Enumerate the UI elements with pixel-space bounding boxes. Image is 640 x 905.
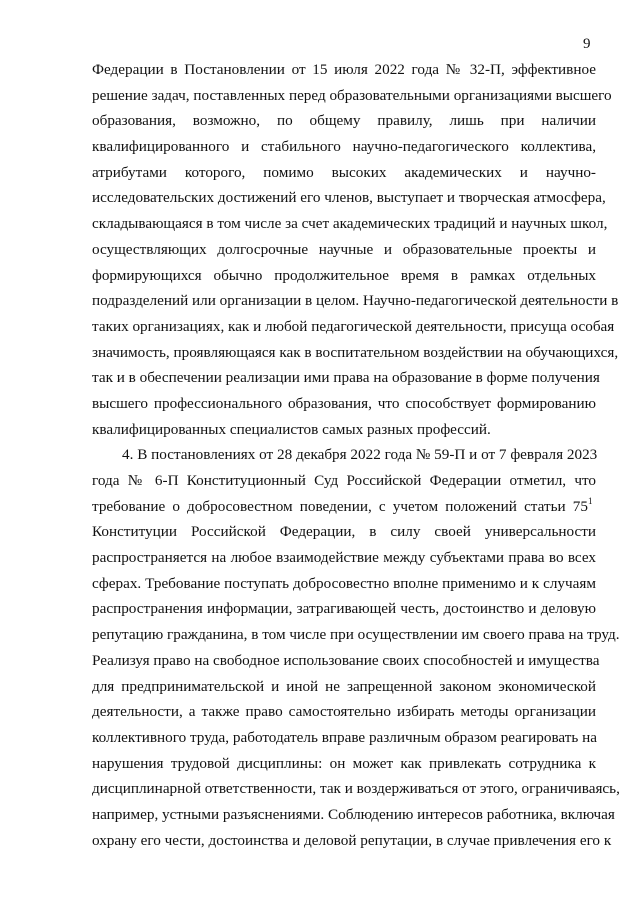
paragraph-start-line: 4. В постановлениях от 28 декабря 2022 года № 59-П и от 7 февраля 2023 — [122, 446, 598, 464]
text-line: охрану его чести, достоинства и деловой репутации, в случае привлечения его к — [92, 831, 612, 849]
text-line: сферах. Требование поступать добросовестно вполне применимо и к случаям — [92, 574, 596, 592]
text-line: атрибутами которого, помимо высоких академических и научно- — [92, 163, 596, 181]
text-line: Реализуя право на свободное использование своих способностей и имущества — [92, 651, 600, 669]
text-line: таких организациях, как и любой педагогической деятельности, присуща особая — [92, 317, 615, 335]
text-line: складывающаяся в том числе за счет академических традиций и научных школ, — [92, 215, 608, 233]
text-line: дисциплинарной ответственности, так и воздерживаться от этого, ограничиваясь, — [92, 780, 620, 798]
text-line: распространяется на любое взаимодействие между субъектами права во всех — [92, 549, 596, 567]
text-line: так и в обеспечении реализации ими права на образование в форме получения — [92, 369, 600, 387]
text-line: высшего профессионального образования, что способствует формированию — [92, 394, 596, 412]
text-line: деятельности, а также право самостоятельно избирать методы организации — [92, 703, 596, 721]
text-line: квалифицированного и стабильного научно-педагогического коллектива, — [92, 138, 596, 156]
text-line: репутацию гражданина, в том числе при осуществлении им своего права на труд. — [92, 626, 620, 644]
text-line: например, устными разъяснениями. Соблюдению интересов работника, включая — [92, 805, 615, 823]
text-line: подразделений или организации в целом. Научно-педагогической деятельности в — [92, 292, 619, 310]
text-line: для предпринимательской и иной не запрещенной законом экономической — [92, 677, 596, 695]
text-line: Федерации в Постановлении от 15 июля 2022 года № 32-П, эффективное — [92, 61, 596, 78]
document-body — [92, 57, 620, 853]
page-number: 9 — [583, 36, 591, 52]
text-line: распространения информации, затрагивающей честь, достоинство и деловую — [92, 600, 596, 618]
text-line: образования, возможно, по общему правилу, лишь при наличии — [92, 112, 596, 130]
text-line: значимость, проявляющаяся как в воспитательном воздействии на обучающихся, — [92, 343, 619, 361]
text-line: исследовательских достижений его членов, выступает и творческая атмосфера, — [92, 189, 606, 207]
text-line: формирующихся обычно продолжительное время в рамках отдельных — [92, 266, 596, 284]
text-line: решение задач, поставленных перед образовательными организациями высшего — [92, 86, 612, 104]
footnote-marker: 1 — [588, 495, 593, 506]
paragraph-end-line: квалифицированных специалистов самых разных профессий. — [92, 420, 491, 438]
text-line-content: требование о добросовестном поведении, с учетом положений статьи 75 — [92, 497, 588, 515]
text-line: осуществляющих долгосрочные научные и образовательные проекты и — [92, 240, 596, 258]
text-line: Конституции Российской Федерации, в силу своей универсальности — [92, 523, 596, 541]
text-line-with-footnote — [92, 494, 596, 520]
text-line: коллективного труда, работодатель вправе различным образом реагировать на — [92, 728, 597, 746]
text-line: года № 6-П Конституционный Суд Российской Федерации отметил, что — [92, 472, 596, 489]
text-line: нарушения трудовой дисциплины: он может как привлекать сотрудника к — [92, 754, 596, 772]
